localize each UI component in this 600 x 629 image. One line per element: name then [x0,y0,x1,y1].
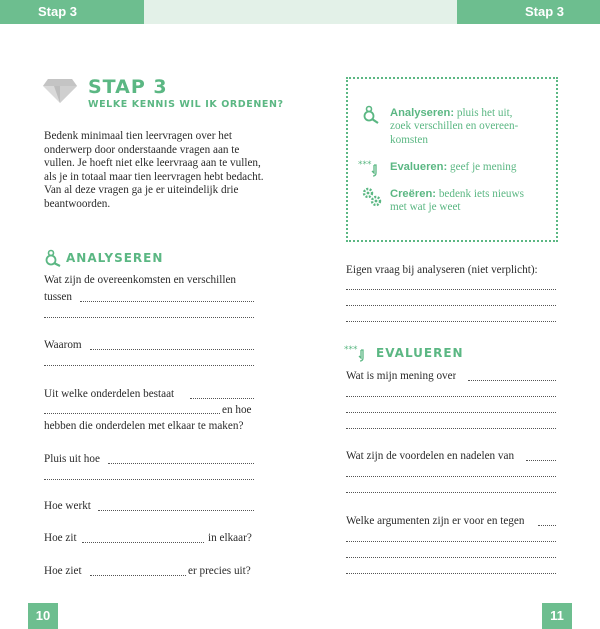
q7-line-b: er precies uit? [188,565,251,577]
answer-line[interactable] [346,573,556,574]
answer-line[interactable] [346,428,556,429]
q7-line-a: Hoe ziet [44,565,82,577]
legend-box [346,77,558,242]
answer-line[interactable] [90,575,186,576]
answer-line[interactable] [98,510,254,511]
q1-line-a: Wat zijn de overeenkomsten en verschillen [44,274,237,286]
header-left-label: Stap 3 [38,4,78,19]
magnifier-icon [44,249,62,267]
answer-line[interactable] [44,413,220,414]
header-bar-right [457,0,600,24]
answer-line[interactable] [44,479,254,480]
page-number-left: 10 [28,603,58,629]
legend-evalueren: Evalueren: geef je mening [390,161,517,173]
eigen-vraag-line: Eigen vraag bij analyseren (niet verplicht): [346,264,538,276]
answer-line[interactable] [44,365,254,366]
intro-text: Bedenk minimaal tien leervragen over het onderwerp door onderstaande vragen aan te vullen. Je hoeft niet elke leervraag aan te vullen, als je in totaal maar tien leervragen hebt bedacht. Van al deze vragen ga je er uiteindelijk drie beantwoorden. [44,130,264,210]
page-subtitle: WELKE KENNIS WIL IK ORDENEN? [88,99,284,110]
answer-line[interactable] [44,317,254,318]
answer-line[interactable] [80,301,254,302]
e3-line: Welke argumenten zijn er voor en tegen [346,515,525,527]
answer-line[interactable] [346,289,556,290]
q5-line: Hoe werkt [44,500,91,512]
stars-hand-icon [344,344,370,362]
answer-line[interactable] [346,396,556,397]
answer-line[interactable] [190,398,254,399]
answer-line[interactable] [346,492,556,493]
header-right-label: Stap 3 [524,4,564,19]
header-bar-left [0,0,144,24]
answer-line[interactable] [90,349,254,350]
q6-line-b: in elkaar? [208,532,252,544]
page-title: STAP 3 [88,76,168,98]
evalueren-label: EVALUEREN [376,346,464,360]
e1-line: Wat is mijn mening over [346,370,457,382]
answer-line[interactable] [346,557,556,558]
answer-line[interactable] [346,476,556,477]
q6-line-a: Hoe zit [44,532,77,544]
q3-line-a: Uit welke onderdelen bestaat [44,388,175,400]
answer-line[interactable] [346,412,556,413]
legend-creeren: Creëren: bedenk iets nieuws met wat je weet [390,188,524,214]
diamond-icon [42,78,78,104]
q3-line-b: en hoe [222,404,252,416]
answer-line[interactable] [82,542,204,543]
e2-line: Wat zijn de voordelen en nadelen van [346,450,515,462]
answer-line[interactable] [538,525,556,526]
svg-text:***: *** [344,345,358,355]
answer-line[interactable] [346,541,556,542]
magnifier-icon [362,105,380,125]
answer-line[interactable] [346,321,556,322]
q1-line-b: tussen [44,291,72,303]
answer-line[interactable] [108,463,254,464]
q4-line: Pluis uit hoe [44,453,100,465]
stars-hand-icon [358,159,382,177]
q2-line: Waarom [44,339,82,351]
header-bar-middle [144,0,457,24]
q3-line-c: hebben die onderdelen met elkaar te maken? [44,420,244,432]
answer-line[interactable] [468,380,556,381]
analyseren-label: ANALYSEREN [66,251,164,265]
svg-text:***: *** [358,160,372,170]
legend-analyseren: Analyseren: pluis het uit, zoek verschillen en overeen- komsten [390,107,519,146]
answer-line[interactable] [346,305,556,306]
page-number-right: 11 [542,603,572,629]
answer-line[interactable] [526,460,556,461]
gears-icon [362,187,382,207]
